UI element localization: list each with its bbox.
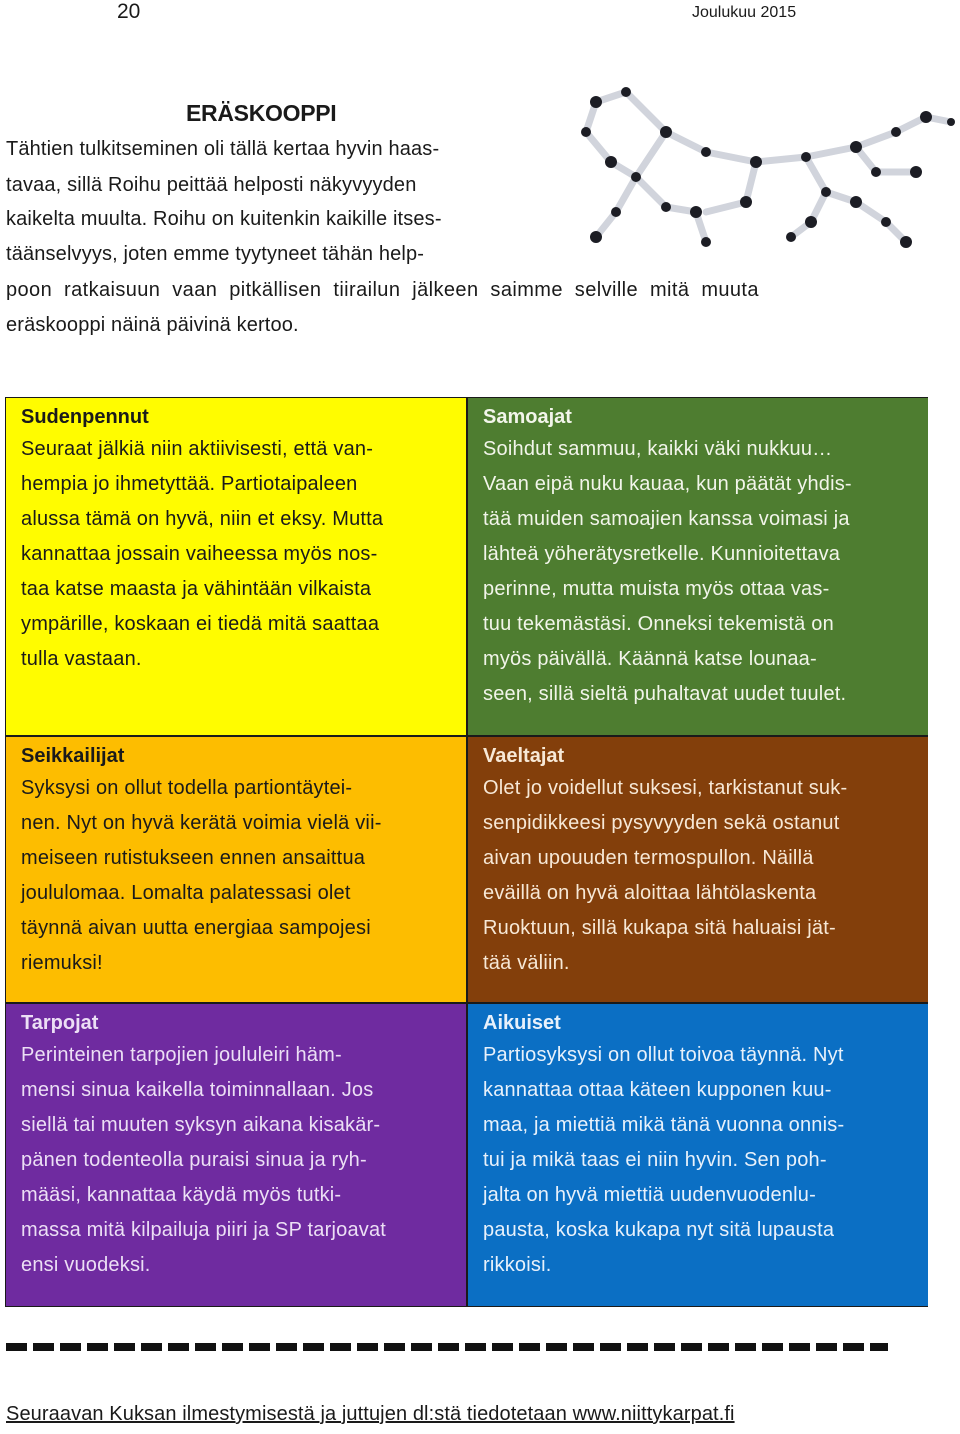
section-text (483, 1038, 914, 1283)
section-line: alussa tämä on hyvä, niin et eksy. Mutta (21, 508, 384, 530)
section-line: aivan upouuden termospullon. Näillä (483, 847, 814, 869)
article-title: ERÄSKOOPPI (186, 100, 337, 126)
section-title: Tarpojat (21, 1012, 99, 1034)
section-vaeltajat (468, 737, 928, 1002)
section-line: lähteä yöherätysretkelle. Kunnioitettava (483, 543, 841, 565)
section-line: senpidikkeesi pysyvyyden sekä ostanut (483, 812, 840, 834)
section-line: rikkoisi. (483, 1254, 552, 1276)
dashed-divider (6, 1343, 888, 1351)
section-title: Vaeltajat (483, 745, 565, 767)
section-line: pänen todenteolla puraisi sinua ja ryh- (21, 1149, 367, 1171)
section-line: nen. Nyt on hyvä kerätä voimia vielä vii- (21, 812, 382, 834)
section-line: hempia jo ihmetyttää. Partiotaipaleen (21, 473, 358, 495)
section-line: tää muiden samoajien kanssa voimasi ja (483, 508, 850, 530)
section-line: täynnä aivan uutta energiaa sampojesi (21, 917, 371, 939)
section-line: massa mitä kilpailuja piiri ja SP tarjoavat (21, 1219, 387, 1241)
intro-line: Tähtien tulkitseminen oli tällä kertaa hyvin haas- (6, 138, 440, 160)
intro-line: täänselvyys, joten emme tyytyneet tähän help- (6, 243, 425, 265)
footer-note[interactable]: Seuraavan Kuksan ilmestymisestä ja juttujen dl:stä tiedotetaan www.niittykarpat.fi (6, 1403, 735, 1425)
section-tarpojat (6, 1004, 466, 1306)
section-line: jalta on hyvä miettiä uudenvuodenlu- (483, 1184, 816, 1206)
intro-line: poon ratkaisuun vaan pitkällisen tiirailun jälkeen saimme selville mitä muuta (6, 279, 759, 301)
section-line: meiseen rutistukseen ennen ansaittua (21, 847, 366, 869)
section-line: pausta, koska kukapa nyt sitä lupausta (483, 1219, 835, 1241)
section-text (483, 771, 914, 981)
section-line: riemuksi! (21, 952, 103, 974)
section-line: Syksysi on ollut todella partiontäytei- (21, 777, 353, 799)
section-text (21, 432, 452, 677)
section-line: tuu tekemästäsi. Onneksi tekemistä on (483, 613, 834, 635)
section-line: maa, ja miettiä mikä tänä vuonna onnis- (483, 1114, 845, 1136)
section-line: kannattaa ottaa käteen kupponen kuu- (483, 1079, 832, 1101)
page-number: 20 (117, 0, 141, 23)
section-seikkailijat (6, 737, 466, 1002)
section-line: Soihdut sammuu, kaikki väki nukkuu… (483, 438, 833, 460)
section-line: Partiosyksysi on ollut toivoa täynnä. Nyt (483, 1044, 844, 1066)
section-line: tui ja mikä taas ei niin hyvin. Sen poh- (483, 1149, 827, 1171)
section-line: seen, sillä sieltä puhaltavat uudet tuulet. (483, 683, 847, 705)
section-line: ympärille, koskaan ei tiedä mitä saattaa (21, 613, 380, 635)
section-line: tulla vastaan. (21, 648, 142, 670)
section-line: joululomaa. Lomalta palatessasi olet (21, 882, 351, 904)
section-title: Sudenpennut (21, 406, 149, 428)
section-line: tää väliin. (483, 952, 570, 974)
section-line: kannattaa jossain vaiheessa myös nos- (21, 543, 378, 565)
page-date: Joulukuu 2015 (692, 4, 797, 21)
section-title: Seikkailijat (21, 745, 125, 767)
section-line: määsi, kannattaa käydä myös tutki- (21, 1184, 342, 1206)
section-line: myös päivällä. Käännä katse lounaa- (483, 648, 817, 670)
section-sudenpennut (6, 398, 466, 735)
section-samoajat (468, 398, 928, 735)
section-line: Seuraat jälkiä niin aktiivisesti, että van- (21, 438, 374, 460)
section-line: Ruoktuun, sillä kukapa sitä haluaisi jät- (483, 917, 836, 939)
section-text (21, 771, 452, 981)
section-line: mensi sinua kaikella toiminnallaan. Jos (21, 1079, 374, 1101)
section-line: Perinteinen tarpojien joululeiri häm- (21, 1044, 342, 1066)
section-line: Olet jo voidellut suksesi, tarkistanut suk- (483, 777, 848, 799)
section-line: ensi vuodeksi. (21, 1254, 151, 1276)
intro-line: kaikelta muulta. Roihu on kuitenkin kaikille itses- (6, 208, 442, 230)
intro-line: tavaa, sillä Roihu peittää helposti näkyvyyden (6, 174, 417, 196)
section-title: Samoajat (483, 406, 572, 428)
section-aikuiset (468, 1004, 928, 1306)
section-text (483, 432, 914, 712)
intro-line: eräskooppi näinä päivinä kertoo. (6, 314, 299, 336)
section-text (21, 1038, 452, 1283)
horoscope-grid (5, 397, 928, 1307)
section-title: Aikuiset (483, 1012, 561, 1034)
constellation-illustration (556, 62, 956, 262)
section-line: Vaan eipä nuku kauaa, kun päätät yhdis- (483, 473, 852, 495)
section-line: eväillä on hyvä aloittaa lähtölaskenta (483, 882, 817, 904)
section-line: taa katse maasta ja vähintään vilkaista (21, 578, 372, 600)
section-line: siellä tai muuten syksyn aikana kisakär- (21, 1114, 381, 1136)
section-line: perinne, mutta muista myös ottaa vas- (483, 578, 830, 600)
